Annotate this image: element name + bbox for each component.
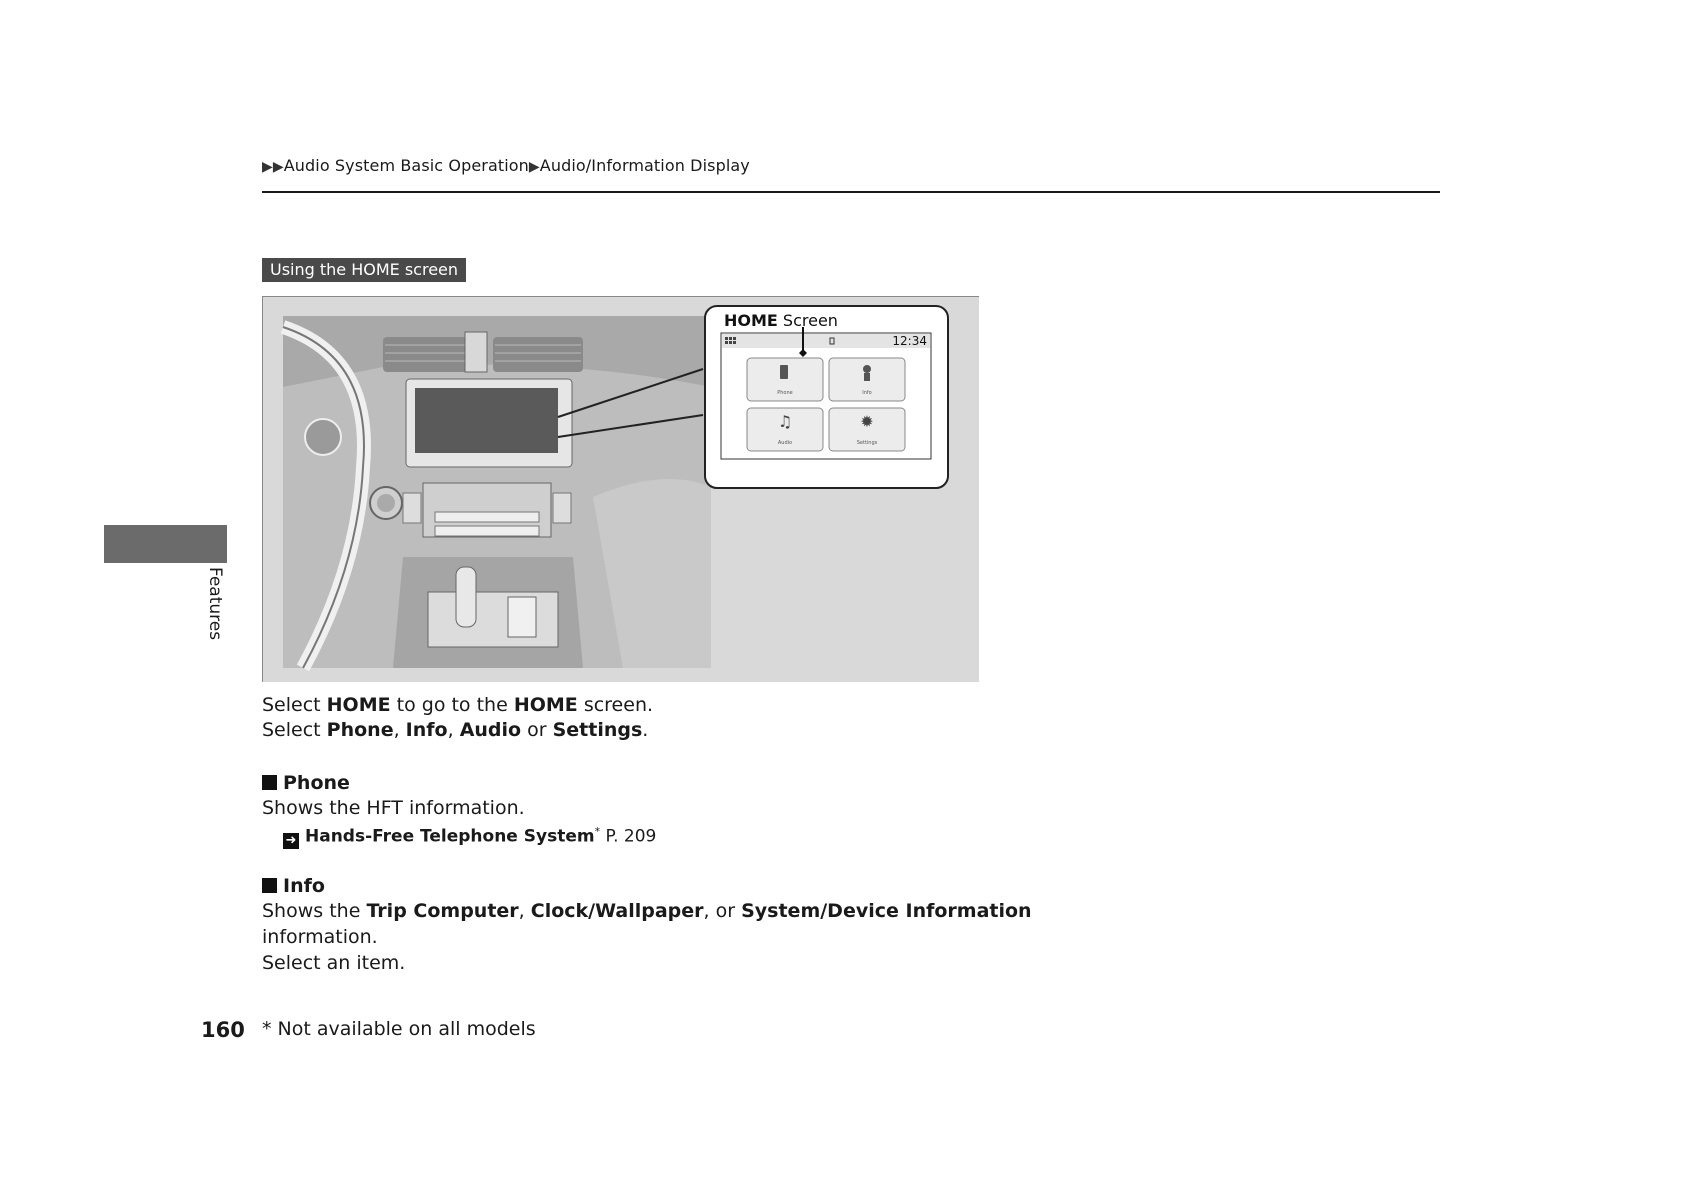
- square-bullet-icon: [262, 775, 277, 790]
- clock: 12:34: [892, 334, 927, 348]
- svg-text:Settings: Settings: [856, 440, 878, 446]
- tile-info: [829, 358, 905, 401]
- intro-line-2: Select Phone, Info, Audio or Settings.: [262, 719, 649, 741]
- breadcrumb-item[interactable]: Audio System Basic Operation: [283, 156, 529, 175]
- svg-text:Info: Info: [862, 390, 872, 396]
- phone-description: Shows the HFT information.: [262, 797, 525, 819]
- xref-arrow-icon: ➜: [283, 833, 299, 849]
- phone-heading: Phone: [262, 770, 350, 796]
- chapter-label: Features: [205, 567, 225, 641]
- music-note-icon: ♫: [777, 412, 793, 431]
- footnote: * Not available on all models: [262, 1018, 536, 1040]
- tile-settings: [829, 408, 905, 451]
- info-line-1: Shows the Trip Computer, Clock/Wallpaper, or System/Device Information: [262, 900, 1032, 922]
- phone-icon: [780, 365, 788, 379]
- breadcrumb-arrow-icon: ▶: [528, 159, 540, 175]
- breadcrumb: [262, 156, 750, 175]
- tile-phone: [747, 358, 823, 401]
- info-line-2: information.: [262, 926, 378, 948]
- display-screen: [415, 388, 558, 453]
- breadcrumb-arrow-icon: ▶▶: [262, 159, 284, 175]
- chapter-tab: [104, 525, 227, 563]
- intro-line-1: Select HOME to go to the HOME screen.: [262, 694, 654, 716]
- info-icon: [863, 365, 871, 373]
- svg-text:Phone: Phone: [777, 390, 793, 396]
- dashboard-illustration: [263, 297, 979, 682]
- phone-xref[interactable]: ➜ Hands-Free Telephone System* P. 209: [283, 820, 656, 849]
- info-heading: Info: [262, 873, 325, 899]
- square-bullet-icon: [262, 878, 277, 893]
- page-number: 160: [201, 1018, 245, 1042]
- callout-title: HOME Screen: [724, 311, 838, 330]
- header-rule: [262, 191, 1440, 193]
- dashboard-figure: [262, 296, 979, 682]
- section-tag: Using the HOME screen: [262, 258, 466, 282]
- breadcrumb-item[interactable]: Audio/Information Display: [539, 156, 750, 175]
- gear-icon: ✹: [860, 412, 874, 431]
- info-line-3: Select an item.: [262, 952, 406, 974]
- svg-text:Audio: Audio: [777, 440, 793, 446]
- tile-audio: [747, 408, 823, 451]
